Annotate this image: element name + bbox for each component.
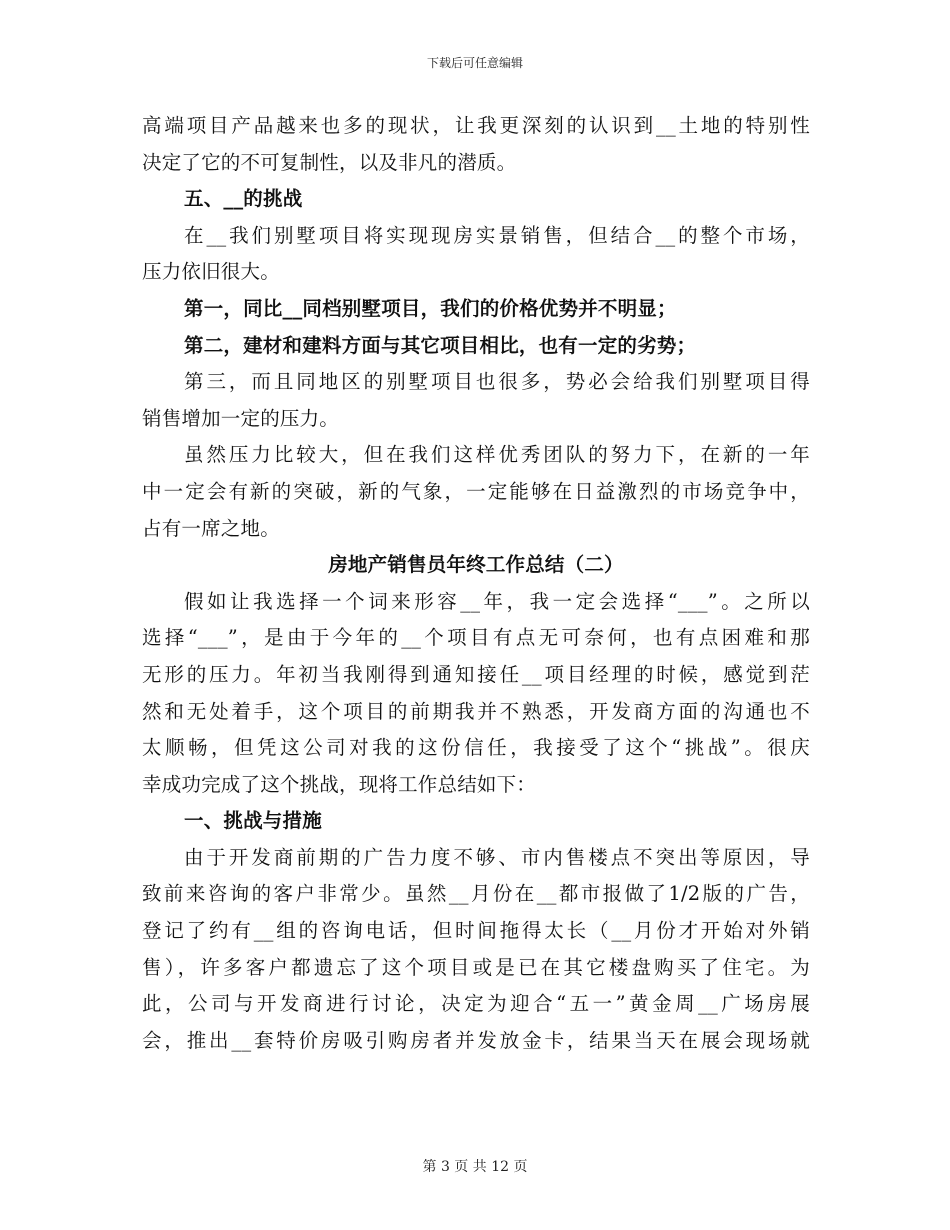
text-line: 幸成功完成了这个挑战，现将工作总结如下： xyxy=(142,772,537,796)
text-line: 房地产销售员年终工作总结（二） xyxy=(328,553,624,577)
document-body xyxy=(142,108,810,1059)
text-line: 假如让我选择一个词来形容__年，我一定会选择“___”。之所以 xyxy=(184,589,810,613)
text-line: 太顺畅，但凭这公司对我的这份信任，我接受了这个“挑战”。很庆 xyxy=(142,736,810,760)
text-line: 高端项目产品越来也多的现状，让我更深刻的认识到__土地的特别性 xyxy=(142,114,810,137)
text-line: 然和无处着手，这个项目的前期我并不熟悉，开发商方面的沟通也不 xyxy=(142,699,810,723)
text-line: 会，推出__套特价房吸引购房者并发放金卡，结果当天在展会现场就 xyxy=(142,1028,810,1052)
text-line: 虽然压力比较大，但在我们这样优秀团队的努力下，在新的一年 xyxy=(184,443,810,467)
text-line: 五、__的挑战 xyxy=(184,187,303,211)
text-line: 在__我们别墅项目将实现现房实景销售，但结合__的整个市场， xyxy=(184,223,810,247)
text-line: 选择“___”，是由于今年的__个项目有点无可奈何，也有点困难和那 xyxy=(142,626,810,650)
text-line: 售），许多客户都遗忘了这个项目或是已在其它楼盘购买了住宅。为 xyxy=(142,955,810,979)
text-line: 登记了约有__组的咨询电话，但时间拖得太长（__月份才开始对外销 xyxy=(142,919,810,943)
text-line: 中一定会有新的突破，新的气象，一定能够在日益激烈的市场竞争中， xyxy=(142,479,810,503)
text-line: 压力依旧很大。 xyxy=(142,260,280,284)
page-number-footer: 第 3 页 共 12 页 xyxy=(422,1159,528,1175)
text-line: 一、挑战与措施 xyxy=(184,809,322,833)
text-line: 占有一席之地。 xyxy=(142,516,280,540)
text-line: 致前来咨询的客户非常少。虽然__月份在__都市报做了1/2版的广告， xyxy=(142,882,810,906)
text-line: 无形的压力。年初当我刚得到通知接任__项目经理的时候，感觉到茫 xyxy=(142,662,810,686)
text-line: 第二，建材和建料方面与其它项目相比，也有一定的劣势； xyxy=(184,333,697,357)
text-line: 第一，同比__同档别墅项目，我们的价格优势并不明显； xyxy=(184,296,677,320)
text-line: 第三，而且同地区的别墅项目也很多，势必会给我们别墅项目得 xyxy=(184,370,810,394)
text-line: 决定了它的不可复制性，以及非凡的潜质。 xyxy=(142,150,517,174)
page-header-note: 下载后可任意编辑 xyxy=(426,56,523,70)
text-line: 此，公司与开发商进行讨论，决定为迎合“五一”黄金周__广场房展 xyxy=(142,992,810,1016)
text-line: 销售增加一定的压力。 xyxy=(142,406,340,430)
text-line: 由于开发商前期的广告力度不够、市内售楼点不突出等原因，导 xyxy=(184,845,810,869)
